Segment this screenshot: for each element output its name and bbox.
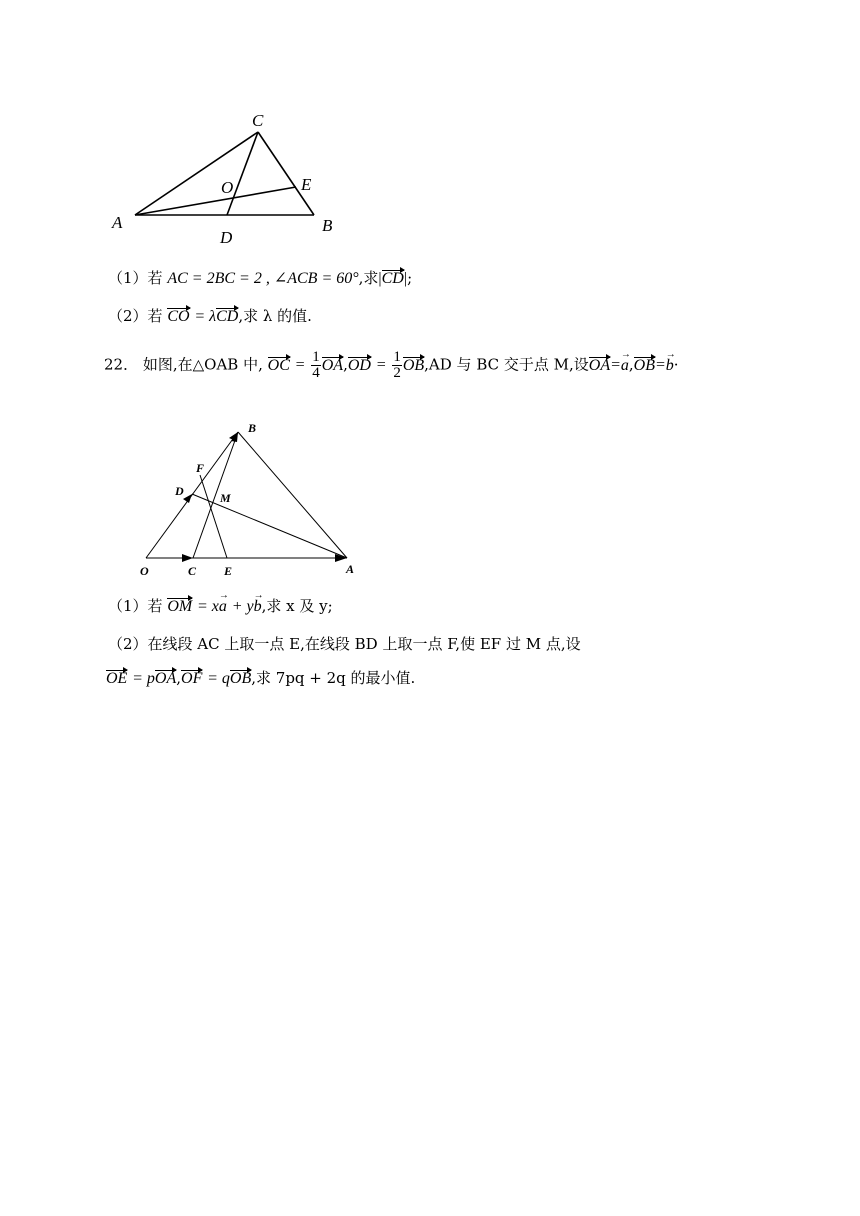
- vector-oa: OA: [321, 356, 344, 374]
- abs-bar-left: |: [378, 270, 382, 287]
- q22-p1-prefix: （1）若: [108, 597, 163, 615]
- abs-bar-right: |: [403, 270, 408, 287]
- q21-p1-prefix: （1）若: [108, 269, 163, 287]
- label-e: E: [224, 564, 233, 578]
- equals: =: [294, 356, 306, 374]
- q21-p1-mid: ,求: [358, 269, 379, 287]
- vector-oe: OE: [106, 670, 128, 687]
- q22-p1-end: ,求 x 及 y;: [261, 597, 333, 615]
- vector-oa-3: OA: [154, 670, 177, 687]
- q21-part1: [108, 268, 412, 289]
- triangle-figure-2: [130, 410, 370, 585]
- label-a: A: [346, 562, 355, 576]
- arrowhead-c: [182, 554, 193, 562]
- vector-cd: CD: [381, 270, 404, 287]
- q21-p2-eq: = λ: [194, 308, 217, 325]
- q21-p2-end: ,求 λ 的值.: [238, 307, 312, 325]
- segment-ae: [135, 187, 296, 215]
- label-b: B: [248, 421, 257, 435]
- fraction-one-half: $\frac{1}{2}$: [393, 349, 401, 381]
- segment-ba: [238, 432, 347, 558]
- vector-b-2: → b: [254, 595, 262, 617]
- q22-intro-2: ,AD 与 BC 交于点 M,设: [424, 355, 589, 374]
- q21-part2: [108, 306, 312, 327]
- fraction-one-quarter: $\frac{1}{4}$: [312, 349, 320, 381]
- label-d: D: [220, 228, 233, 247]
- label-b: B: [322, 216, 333, 235]
- vector-oa-def: OA: [588, 356, 611, 374]
- vector-ob: OB: [402, 356, 425, 374]
- q21-p1-math: AC = 2BC = 2 , ∠ACB = 60°: [167, 270, 359, 287]
- label-o: O: [140, 564, 149, 578]
- vector-ob-3: OB: [229, 670, 252, 687]
- vector-a-2: → a: [219, 595, 227, 617]
- q21-p2-prefix: （2）若: [108, 307, 163, 325]
- q22-intro: 22． 如图,在△OAB 中, OC = $\frac{1}{4}$ OA,OD = $\frac{1}{2}$ OB,AD 与 BC 交于点 M,设OA=→ a,OB=→ b·: [104, 350, 679, 381]
- segment-da: [192, 494, 347, 558]
- q22-part2-line2: OE = pOA,OF = qOB,求 7pq + 2q 的最小值.: [106, 669, 416, 687]
- vector-om: OM: [167, 598, 193, 615]
- segment-fe: [200, 475, 227, 558]
- vector-cd-2: CD: [216, 308, 239, 325]
- label-c: C: [252, 111, 264, 130]
- triangle-figure-1: [100, 105, 350, 250]
- equals-2: =: [375, 356, 387, 374]
- q22-part2-line1: （2）在线段 AC 上取一点 E,在线段 BD 上取一点 F,使 EF 过 M 点,设: [108, 635, 581, 653]
- q22-part1: （1）若 OM = x→ a + y→ b,求 x 及 y;: [108, 595, 333, 617]
- q21-p1-end: ;: [407, 269, 413, 287]
- label-d: D: [175, 484, 184, 498]
- vector-ob-def: OB: [633, 356, 655, 374]
- label-m: M: [220, 491, 231, 505]
- vector-b: → b: [666, 354, 674, 376]
- vector-of: OF: [181, 670, 203, 687]
- segment-cb: [193, 432, 238, 558]
- label-c: C: [188, 564, 197, 578]
- segment-cd: [227, 132, 258, 215]
- label-e: E: [301, 175, 312, 194]
- label-a: A: [112, 213, 123, 232]
- label-o: O: [221, 178, 234, 197]
- question-number: 22．: [104, 355, 139, 374]
- q22-intro-1: 如图,在△OAB 中,: [142, 355, 263, 374]
- q22-p2-end: ,求 7pq + 2q 的最小值.: [251, 669, 416, 687]
- arrowhead-d: [183, 494, 192, 503]
- vector-oc: OC: [267, 356, 290, 374]
- vector-co: CO: [167, 308, 190, 325]
- vector-od: OD: [347, 356, 371, 374]
- segment-cb: [258, 132, 314, 215]
- vector-a: → a: [621, 354, 629, 376]
- segment-ac: [135, 132, 258, 215]
- label-f: F: [196, 461, 205, 475]
